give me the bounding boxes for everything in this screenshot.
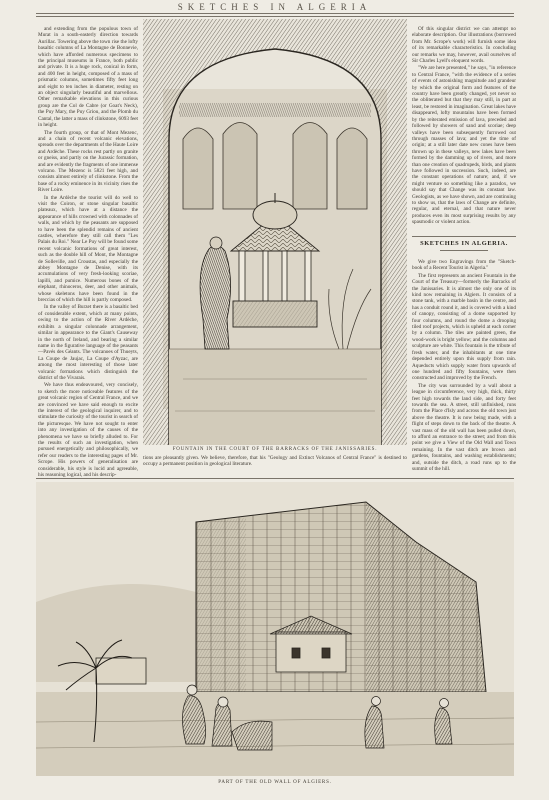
top-illustration-caption: FOUNTAIN IN THE COURT OF THE BARRACKS OF THE JANISSARIES. xyxy=(172,447,378,452)
masthead-rule-2 xyxy=(36,16,514,17)
fountain-engraving xyxy=(143,19,407,445)
paragraph: In the Ardèche the tourist will do well to visit the Coiron, or stone singular basaltic plateaux, which have at a distance the appearance of hills crowned with colonnades of walls, and which by the peasants are supposed to have been the splendid remains of ancient castles, wherefore they still call them "Les Palais du Roi." Near Le Puy will be found some recent volcanic formations of great interest, such as the double hill of Mont, the Montagne de Solleville, and Croustas, and especially the abbey Montagne de Denise, with its accumulations of very fresh-looking scoriae, lapilli, and pumice. Numerous bones of the elephant, rhinoceros, deer, and other animals, whose skeletons have been found in the breccias of which the hill is partly composed. xyxy=(38,194,138,304)
paragraph: In the valley of Burzet there is a basaltic bed of considerable extent, which at many points, owing to the action of the River Ardèche, exhibits a singular colonnade arrangement, similar in appearance to the Giant's Causeway in the north of Ireland, and bearing a similar name in the figurative language of the peasants—Pavés des Géants. The volcanoes of Thueyts, La Coupe de Jaujac, La Coupe d'Ayzac, are among the most interesting of those later volcanic formations which distinguish the district of the Vivarais. xyxy=(38,304,138,381)
page-masthead: SKETCHES IN ALGERIA xyxy=(177,2,372,12)
left-column-text xyxy=(38,26,138,479)
paragraph: and extending from the populous town of Murat in a south-easterly direction towards Aurillac. Towering above the town rise the lofty basaltic columns of La Montagne de Bonnevie, which have afforded numerous specimens to the principal museums in France, both public and private. It is a huge rock, conical in form, and 400 feet in height, composed of a mass of prismatic columns, sometimes fifty feet long and eight to ten inches in diameter, resting on an object singularly beautiful and marvellous. Other remarkable elevations in this curious group are the Col de Cabre (or Goat's Neck), the Puy Mary, the Puy Griou, and the Plomb du Cantal, the latter a mass of clinkstone, 6093 feet in height. xyxy=(38,26,138,129)
heading-rule xyxy=(440,250,488,251)
old-wall-engraving xyxy=(36,482,514,776)
paragraph: The city was surrounded by a wall about a league in circumference, very high, thick, thirty feet high towards the land side, and forty feet towards the sea. A street, still unfinished, runs from the Place d'Isly and across the old town just above the theatre. It is now being made, with a flight of steps down to the back of the theatre. A vast mass of the old wall has been pulled down, to afford an entrance to the street; and from this point we give a View of the Old Wall and Town remaining. In the vast ditch are brown and gardens, fountains, and washing establishments; and, outside the ditch, a road runs up to the summit of the hill. xyxy=(412,382,516,472)
section-divider xyxy=(36,478,514,479)
paragraph: We give two Engravings from the "Sketch-book of a Recent Tourist in Algeria." xyxy=(412,259,516,272)
paragraph: "We are here presented," he says, "in reference to Central France, "with the evidence of a series of events of astonishing magnitude and grandeur by which the original form and features of the country have been greatly changed, yet never so the obliterated but that they may still, in part at least, be restored in imagination. Great lakes have disappeared, lofty mountains have been formed by the reiterated emission of lava, preceded and followed by showers of sand and scoriae; deep valleys have been subsequently furrowed out through masses of lava; and yet the time of origin; at a still later date new cones have been thrown up in these valleys, new lakes have been formed by the damming up of rivers, and more than one creation of quadrupeds, birds, and plants have followed in succession. Such, indeed, are the constant operations of nature; and, if we might venture so something like a paradox, we should say that Change was its constant law. Geologists, as we have shown, and are continuing to show us, that the laws of Change are definite, regular, and eternal, and that nature never produces even its most surprising results by any spasmodic or violent action. xyxy=(412,65,516,226)
paragraph: The first represents an ancient Fountain in the Court of the Treasury—formerly the Barracks of the Janissaries. It is almost the only one of its kind now remaining in Algiers. It consists of a stone tank, with a marble basin in the centre, and has a conduit round it, and is covered with a kind of canopy, consisting of a dome supported by four columns, and round the dome a drooping tiled roof projects, which is upheld at each corner by a column. The tiles are painted green, the wood-work is bright yellow; and the columns and sculpture are white. This fountain is the tribute of fresh water, and the inhabitants at one time depended entirely upon this supply from rain. Aqueducts which supply water from upwards of one hundred and fifty fountains, were then constructed and improved by the French. xyxy=(412,272,516,382)
section-rule xyxy=(412,236,516,237)
paragraph: The fourth group, or that of Mont Mezenc, and a chain of recent volcanic elevations, spreads over the departments of the Haute Loire and Ardèche. These rocks rest partly on granite or gneiss, and partly on the Jurassic formation, and are evidently the fragments of one immense volcano. The Mezenc is 5821 feet high, and consists almost entirely of clinkstone. From the base of a rocky eminence in its vicinity rises the River Loire. xyxy=(38,129,138,194)
bottom-illustration-caption: PART OF THE OLD WALL OF ALGIERS. xyxy=(218,780,332,785)
middle-bottom-text: tions are pleasantly given. We believe, therefore, that his "Geology and Extinct Volcanos of Central France" is destined to occupy a permanent position in geological literature. xyxy=(143,455,407,468)
masthead-rule xyxy=(36,13,514,14)
paragraph: We have thus endeavoured, very concisely, to sketch the more noticeable features of the great volcanic region of Central France, and we are convinced we have said enough to excite the interest of the geological inquirer, and to stimulate the curiosity of the tourist in search of the picturesque. We have not sought to enter into any investigation of the causes of the phenomena we have so briefly alluded to. For the results of such an investigation, when pursued energetically and philosophically, we refer our readers to the interesting pages of Mr. Scrope. His powers of generalisation are considerable, his style is lucid and agreeable, his reasoning logical, and his descrip- xyxy=(38,382,138,479)
article-heading: SKETCHES IN ALGERIA. xyxy=(420,240,508,247)
right-column-text-top xyxy=(412,26,516,239)
right-column-text-bottom xyxy=(412,259,516,472)
paragraph: Of this singular district we can attempt no elaborate description. Our illustrations (borrowed from Mr. Scrope's work) will furnish some idea of its remarkable characteristics. In concluding our remarks we may, however, avail ourselves of Sir Charles Lyell's eloquent words. xyxy=(412,26,516,65)
